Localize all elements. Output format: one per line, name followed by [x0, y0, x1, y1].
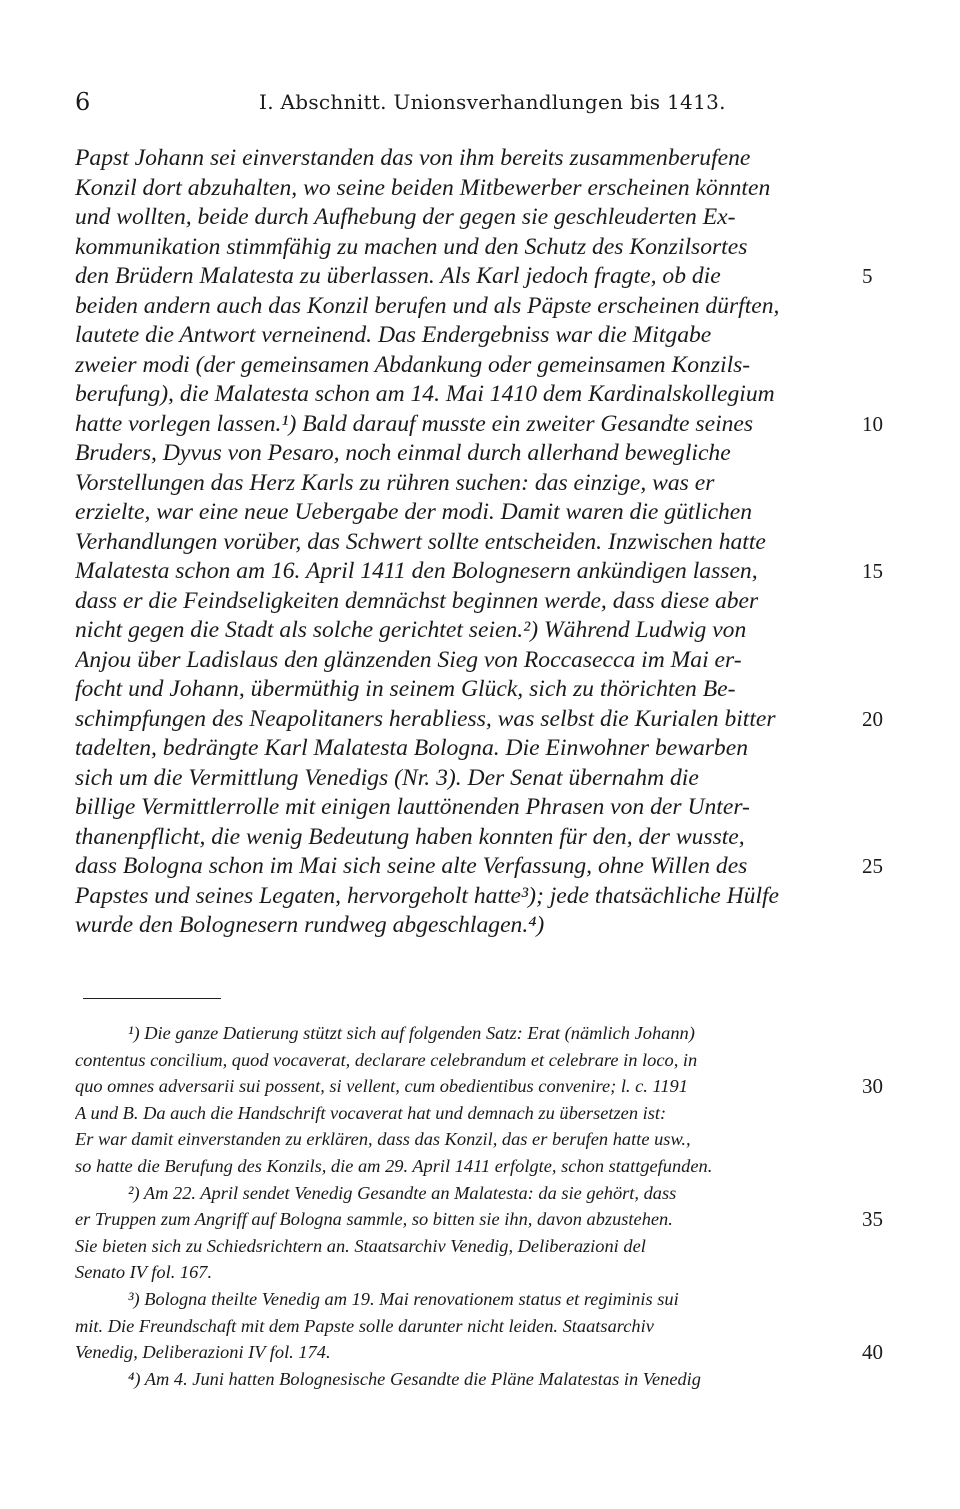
body-line: den Brüdern Malatesta zu überlassen. Als Karl jedoch fragte, ob die [75, 263, 721, 289]
body-line: und wollten, beide durch Aufhebung der gegen sie geschleuderten Ex- [75, 204, 736, 230]
body-line: nicht gegen die Stadt als solche gerichtet seien.²) Während Ludwig von [75, 617, 747, 643]
body-line: focht und Johann, übermüthig in seinem Glück, sich zu thörichten Be- [75, 676, 736, 702]
page-header [75, 88, 890, 118]
body-line: thanenpflicht, die wenig Bedeutung haben konnten für den, der wusste, [75, 823, 745, 850]
body-line: Verhandlungen vorüber, das Schwert sollte entscheiden. Inzwischen hatte [75, 528, 766, 555]
margin-line-number: 25 [862, 854, 883, 878]
margin-line-number: 20 [862, 706, 883, 731]
body-line: wurde den Bolognesern rundweg abgeschlagen.⁴) [75, 912, 545, 938]
margin-line-number: 40 [862, 1340, 883, 1365]
margin-line-number: 35 [862, 1207, 883, 1232]
body-line: hatte vorlegen lassen.¹) Bald darauf musste ein zweiter Gesandte seines [75, 410, 754, 437]
footnote-line: quo omnes adversarii sui possent, si vellent, cum obedientibus convenire; l. c. 1191 [75, 1076, 688, 1097]
page-number: 6 [75, 88, 91, 116]
body-line: dass er die Feindseligkeiten demnächst beginnen werde, dass diese aber [75, 587, 759, 614]
body-line: beiden andern auch das Konzil berufen und als Päpste erscheinen dürften, [75, 292, 780, 319]
body-line: zweier modi (der gemeinsamen Abdankung oder gemeinsamen Konzils- [75, 351, 751, 378]
footnote-line: Senato IV fol. 167. [75, 1262, 213, 1283]
footnote-line: mit. Die Freundschaft mit dem Papste solle darunter nicht leiden. Staatsarchiv [75, 1315, 654, 1336]
margin-line-number: 30 [862, 1074, 883, 1099]
body-line: erzielte, war eine neue Uebergabe der modi. Damit waren die gütlichen [75, 499, 753, 525]
footnote-line: ¹) Die ganze Datierung stützt sich auf folgenden Satz: Erat (nämlich Johann) [128, 1023, 695, 1043]
running-title: I. Abschnitt. Unionsverhandlungen bis 1413. [259, 90, 726, 114]
footnote-line: Er war damit einverstanden zu erklären, dass das Konzil, das er berufen hatte usw., [75, 1129, 691, 1150]
footnote-line: Venedig, Deliberazioni IV fol. 174. [75, 1342, 331, 1363]
body-line: Papst Johann sei einverstanden das von ihm bereits zusammenberufene [75, 145, 751, 171]
footnote-separator [83, 998, 221, 999]
margin-line-number: 15 [862, 559, 883, 583]
footnote-line: ⁴) Am 4. Juni hatten Bolognesische Gesandte die Pläne Malatestas in Venedig [128, 1368, 701, 1389]
footnote-line: contentus concilium, quod vocaverat, declarare celebrandum et celebrare in loco, in [75, 1049, 698, 1070]
body-line: Konzil dort abzuhalten, wo seine beiden Mitbewerber erscheinen könnten [75, 174, 771, 201]
footnote-line: ³) Bologna theilte Venedig am 19. Mai renovationem status et regiminis sui [128, 1289, 679, 1309]
body-line: Malatesta schon am 16. April 1411 den Bolognesern ankündigen lassen, [75, 558, 758, 584]
body-line: lautete die Antwort verneinend. Das Endergebniss war die Mitgabe [75, 322, 712, 348]
footnote-line: A und B. Da auch die Handschrift vocaverat hat und demnach zu übersetzen ist: [75, 1102, 667, 1123]
body-line: Vorstellungen das Herz Karls zu rühren suchen: das einzige, was er [75, 469, 715, 496]
body-line: billige Vermittlerrolle mit einigen lauttönenden Phrasen von der Unter- [75, 794, 750, 820]
footnote-line: ²) Am 22. April sendet Venedig Gesandte an Malatesta: da sie gehört, dass [128, 1182, 677, 1203]
body-line: dass Bologna schon im Mai sich seine alte Verfassung, ohne Willen des [75, 853, 748, 879]
body-line: sich um die Vermittlung Venedigs (Nr. 3). Der Senat übernahm die [75, 764, 699, 791]
body-line: Papstes und seines Legaten, hervorgeholt hatte³); jede thatsächliche Hülfe [75, 882, 780, 909]
margin-line-number: 10 [862, 411, 883, 436]
body-line: Bruders, Dyvus von Pesaro, noch einmal durch allerhand bewegliche [75, 440, 731, 466]
body-line: tadelten, bedrängte Karl Malatesta Bologna. Die Einwohner bewarben [75, 735, 748, 761]
footnote-line: er Truppen zum Angriff auf Bologna sammle, so bitten sie ihn, davon abzustehen. [75, 1209, 673, 1230]
footnote-line: Sie bieten sich zu Schiedsrichtern an. Staatsarchiv Venedig, Deliberazioni del [75, 1235, 646, 1256]
margin-line-number: 5 [862, 264, 873, 288]
body-line: Anjou über Ladislaus den glänzenden Sieg von Roccasecca im Mai er- [75, 646, 742, 673]
body-line: kommunikation stimmfähig zu machen und den Schutz des Konzilsortes [75, 233, 748, 260]
body-line: berufung), die Malatesta schon am 14. Mai 1410 dem Kardinalskollegium [75, 381, 775, 407]
footnote-line: so hatte die Berufung des Konzils, die am 29. April 1411 erfolgte, schon stattgefunden. [75, 1156, 713, 1176]
body-line: schimpfungen des Neapolitaners herabliess, was selbst die Kurialen bitter [75, 705, 776, 732]
